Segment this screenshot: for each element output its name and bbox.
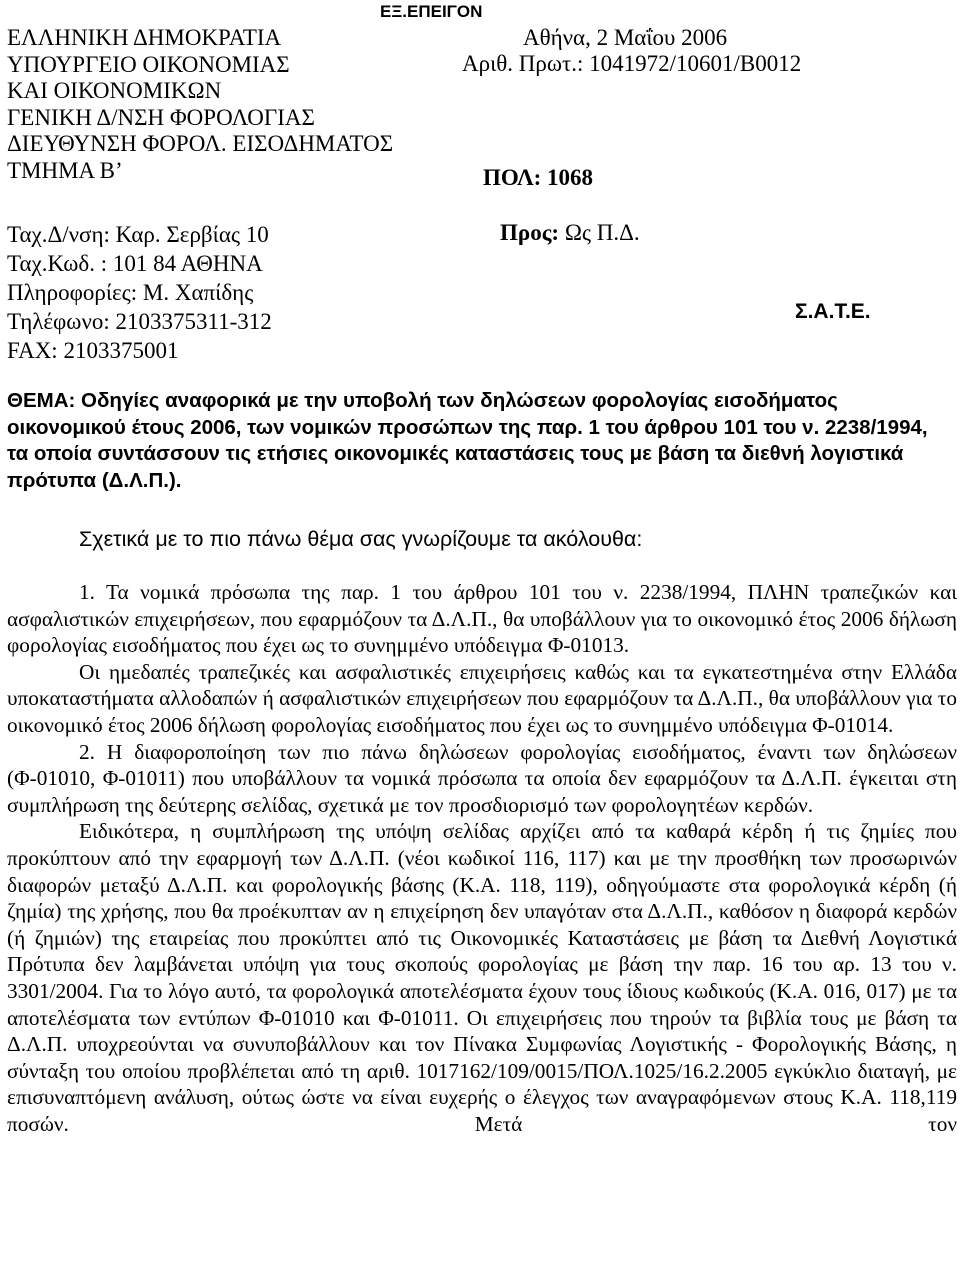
sender-line: ΕΛΛΗΝΙΚΗ ΔΗΜΟΚΡΑΤΙΑ xyxy=(7,25,282,50)
recipient-secondary: Σ.Α.Τ.Ε. xyxy=(795,300,871,323)
recipient-label: Προς: xyxy=(500,220,560,245)
contact-block xyxy=(7,220,272,365)
urgent-stamp: ΕΞ.ΕΠΕΙΓΟΝ xyxy=(380,2,483,21)
body-paragraph: 2. Η διαφοροποίηση των πιο πάνω δηλώσεων φορολογίας εισοδήματος, έναντι των δηλώσεων (Φ-01010, Φ-01011) που υποβάλλουν τα νομικά πρόσωπα τα οποία δεν εφαρμόζουν τα Δ.Λ.Π. έγκειται στη συμπλήρωση της δεύτερης σελίδας, σχετικά με τον προσδιορισμό των φορολογητέων κερδών. xyxy=(7,739,957,817)
body-text xyxy=(7,579,957,1137)
body-paragraph: 1. Τα νομικά πρόσωπα της παρ. 1 του άρθρου 101 του ν. 2238/1994, ΠΛΗΝ τραπεζικών και ασφαλιστικών επιχειρήσεων, που εφαρμόζουν τα Δ.Λ.Π., θα υποβάλλουν για το οικονομικό έτος 2006 δήλωση φορολογίας εισοδήματος που έχει ως το συνημμένο υπόδειγμα Φ-01013. xyxy=(7,580,957,658)
intro-line: Σχετικά με το πιο πάνω θέμα σας γνωρίζουμε τα ακόλουθα: xyxy=(79,527,643,551)
contact-info: Πληροφορίες: Μ. Χαπίδης xyxy=(7,280,254,305)
contact-address: Ταχ.Δ/νση: Καρ. Σερβίας 10 xyxy=(7,222,269,247)
sender-line: ΔΙΕΥΘΥΝΣΗ ΦΟΡΟΛ. ΕΙΣΟΔΗΜΑΤΟΣ xyxy=(7,131,394,156)
document-date: Αθήνα, 2 Μαΐου 2006 xyxy=(523,25,728,50)
subject-paragraph: ΘΕΜΑ: Οδηγίες αναφορικά με την υποβολή των δηλώσεων φορολογίας εισοδήματος οικονομικού έτους 2006, των νομικών προσώπων της παρ. 1 του άρθρου 101 του ν. 2238/1994, τα οποία συντάσσουν τις ετήσιες οικονομικές καταστάσεις τους με βάση τα διεθνή λογιστικά πρότυπα (Δ.Λ.Π.). xyxy=(7,389,928,492)
contact-postcode: Ταχ.Κωδ. : 101 84 ΑΘΗΝΑ xyxy=(7,251,263,276)
pol-number: ΠΟΛ: 1068 xyxy=(483,165,593,190)
sender-line: ΤΜΗΜΑ Β’ xyxy=(7,157,123,183)
recipient-value: Ως Π.Δ. xyxy=(564,220,640,245)
contact-phone: Τηλέφωνο: 2103375311-312 xyxy=(7,309,272,334)
sender-line: ΥΠΟΥΡΓΕΙΟ ΟΙΚΟΝΟΜΙΑΣ xyxy=(7,51,290,77)
recipient-line xyxy=(500,220,640,247)
body-paragraph: Ειδικότερα, η συμπλήρωση της υπόψη σελίδας αρχίζει από τα καθαρά κέρδη ή τις ζημίες που προκύπτουν από την εφαρμογή των Δ.Λ.Π. (νέοι κωδικοί 116, 117) και με την προσθήκη των προσωρινών διαφορών μεταξύ Δ.Λ.Π. και φορολογικής βάσης (Κ.Α. 118, 119), οδηγούμαστε στα φορολογικά κέρδη (ή ζημία) της χρήσης, που θα προέκυπταν αν η επιχείρηση δεν υπαγόταν στα Δ.Λ.Π., καθόσον η διαφορά κερδών (ή ζημιών) της εταιρείας που προκύπτει από τις Οικονομικές Καταστάσεις με βάση τα Διεθνή Λογιστικά Πρότυπα δεν λαμβάνεται υπόψη για τους σκοπούς φορολογίας με βάση την παρ. 16 του αρ. 13 του ν. 3301/2004. Για το λόγο αυτό, τα φορολογικά αποτελέσματα έχουν τους ίδιους κωδικούς (Κ.Α. 016, 017) με τα αποτελέσματα των εντύπων Φ-01010 και Φ-01011. Οι επιχειρήσεις που τηρούν τα βιβλία τους με βάση τα Δ.Λ.Π. υποχρεούνται να συνυποβάλλουν και τον Πίνακα Συμφωνίας Λογιστικής - Φορολογικής Βάσης, η σύνταξη του οποίου προβλέπεται από τη αριθ. 1017162/109/0015/ΠΟΛ.1025/16.2.2005 εγκύκλιο διαταγή, με επισυναπτόμενη ανάλυση, ούτως ώστε να είναι ευχερής ο έλεγχος των αναγραφόμενων στους Κ.Α. 118,119 ποσών. Μετά τον xyxy=(7,819,957,1136)
sender-line: ΚΑΙ ΟΙΚΟΝΟΜΙΚΩΝ xyxy=(7,78,222,103)
sender-block xyxy=(7,25,393,184)
body-paragraph: Οι ημεδαπές τραπεζικές και ασφαλιστικές επιχειρήσεις καθώς και τα εγκατεστημένα στην Ελλάδα υποκαταστήματα αλλοδαπών ή ασφαλιστικών επιχειρήσεων που εφαρμόζουν τα Δ.Λ.Π., θα υποβάλλουν για το οικονομικό έτος 2006 δήλωση φορολογίας εισοδήματος που έχει ως το συνημμένο υπόδειγμα Φ-01014. xyxy=(7,659,957,737)
sender-line: ΓΕΝΙΚΗ Δ/ΝΣΗ ΦΟΡΟΛΟΓΙΑΣ xyxy=(7,104,315,130)
contact-fax: FAX: 2103375001 xyxy=(7,338,179,363)
protocol-number: Αριθ. Πρωτ.: 1041972/10601/Β0012 xyxy=(462,51,802,76)
